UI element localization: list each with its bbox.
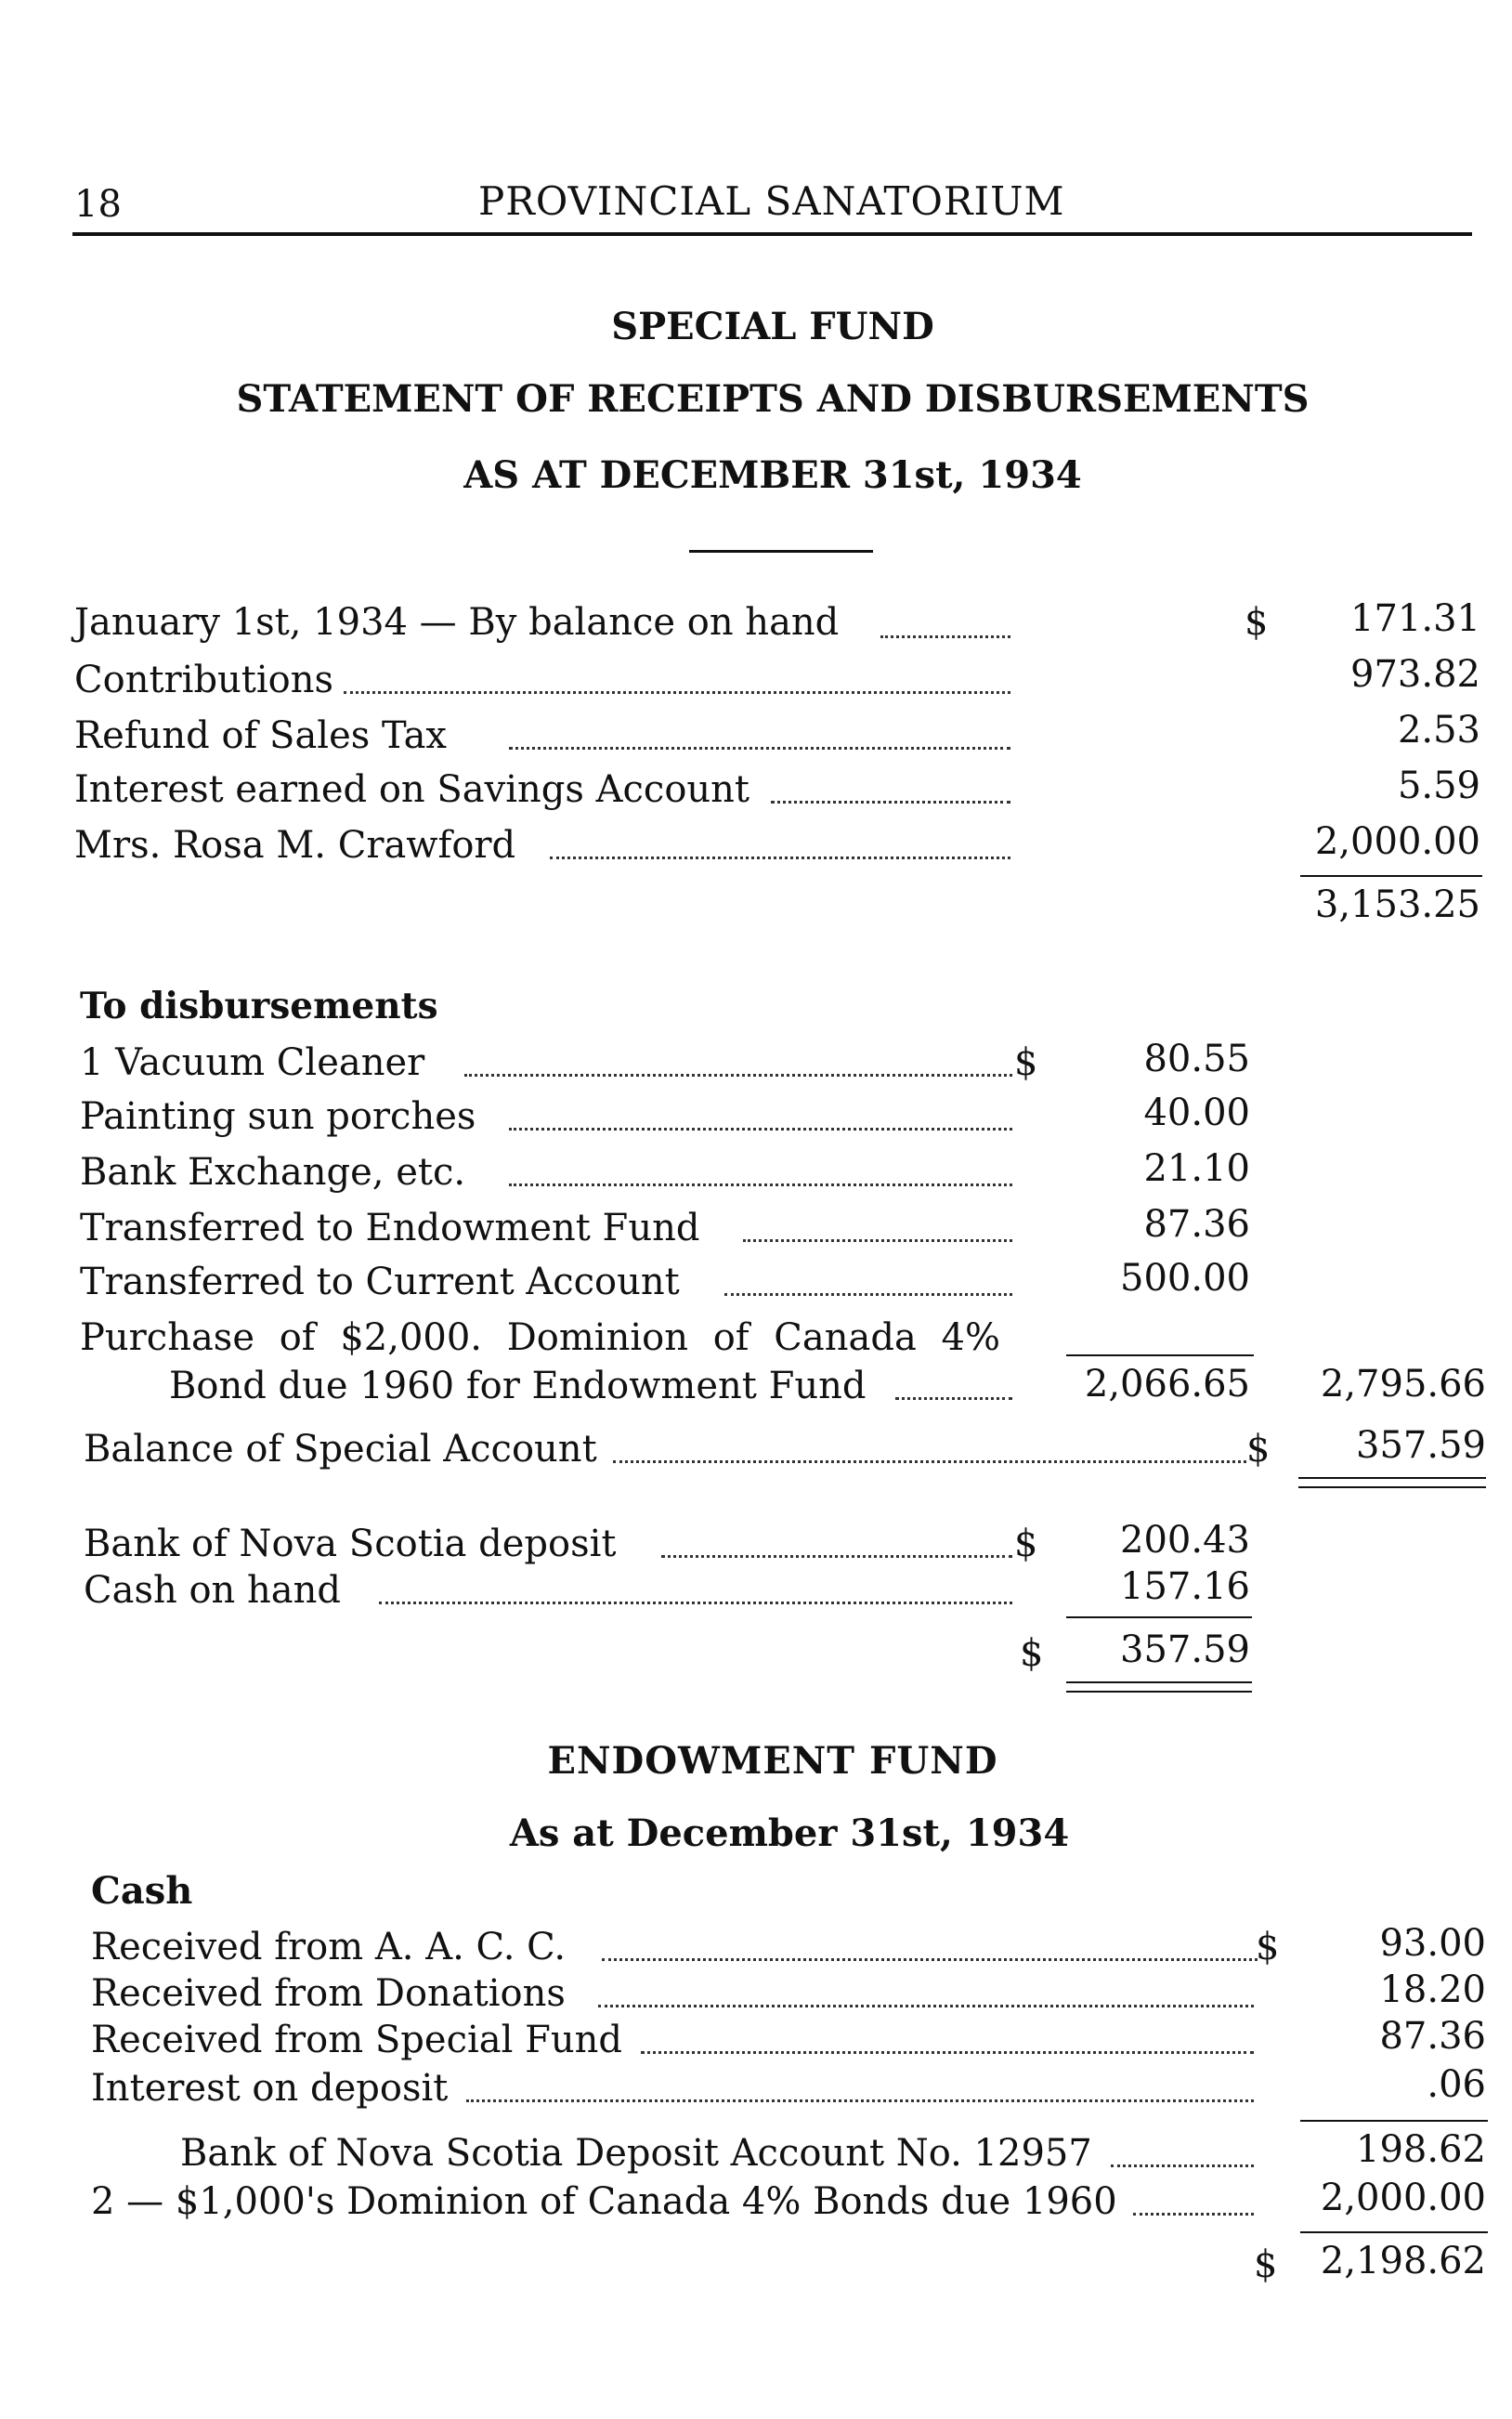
balance-label: Balance of Special Account [84,1428,597,1471]
receipt-amount: 973.82 [1350,653,1480,696]
endowment-fund-date: As at December 31st, 1934 [509,1811,1070,1855]
currency-sign: $ [1014,1041,1038,1084]
disbursement-label: Painting sun porches [80,1095,476,1138]
leader-dots [1111,2164,1254,2167]
balance-amount: 357.59 [1356,1424,1486,1467]
cash-amount: 18.20 [1379,1968,1486,2011]
leader-dots [602,1958,1258,1961]
subtotal-rule [1066,1616,1252,1618]
disbursement-amount: 40.00 [1143,1092,1250,1134]
disbursement-label: Bank Exchange, etc. [80,1151,466,1194]
currency-sign: $ [1245,601,1269,644]
cash-amount: 93.00 [1379,1922,1486,1965]
receipt-amount: 171.31 [1350,597,1480,640]
leader-dots [771,801,1010,804]
disbursement-amount: 21.10 [1143,1147,1250,1190]
holding-amount: 2,000.00 [1320,2177,1486,2219]
leader-dots [895,1397,1012,1400]
double-rule-bottom [1066,1691,1252,1693]
subtotal-rule [1300,2120,1488,2122]
currency-sign: $ [1020,1632,1044,1675]
disbursement-amount: 2,066.65 [1084,1363,1250,1406]
subtotal-rule [1300,875,1482,877]
endowment-fund-title: ENDOWMENT FUND [547,1739,998,1783]
disbursements-total: 2,795.66 [1320,1363,1486,1406]
disbursement-amount: 87.36 [1143,1203,1250,1246]
endowment-total: 2,198.62 [1320,2240,1486,2282]
header-rule [72,232,1472,236]
leader-dots [550,856,1010,859]
currency-sign: $ [1246,1428,1271,1471]
disbursement-label: Transferred to Endowment Fund [80,1207,700,1249]
double-rule-bottom [1298,1486,1486,1488]
receipt-amount: 5.59 [1397,765,1480,807]
receipt-amount: 2,000.00 [1314,820,1480,863]
disbursement-label: Transferred to Current Account [80,1261,680,1303]
subtotal-rule [1300,2231,1488,2233]
title-divider [689,550,873,553]
cash-amount: 87.36 [1379,2015,1486,2058]
leader-dots [613,1460,1246,1463]
held-amount: 157.16 [1120,1565,1250,1608]
disbursement-label: Purchase of $2,000. Dominion of Canada 4% [80,1316,1000,1359]
holding-label: Bank of Nova Scotia Deposit Account No. 12957 [180,2132,1092,2175]
disbursement-label: 1 Vacuum Cleaner [80,1041,425,1084]
holding-label: 2 — $1,000's Dominion of Canada 4% Bonds due 1960 [91,2180,1117,2223]
cash-label: Interest on deposit [91,2067,449,2110]
special-fund-title: SPECIAL FUND [611,305,934,348]
cash-heading: Cash [91,1869,193,1913]
currency-sign: $ [1254,2243,1278,2286]
subtotal-rule [1066,1354,1254,1356]
leader-dots [464,1074,1012,1077]
held-label: Bank of Nova Scotia deposit [84,1523,617,1565]
receipt-label: Interest earned on Savings Account [74,768,749,811]
disbursement-label-continued: Bond due 1960 for Endowment Fund [169,1365,867,1407]
page-number: 18 [74,183,122,226]
statement-date: AS AT DECEMBER 31st, 1934 [463,453,1082,497]
receipts-total: 3,153.25 [1314,883,1480,926]
cash-label: Received from Donations [91,1972,566,2015]
receipt-label: January 1st, 1934 — By balance on hand [74,601,840,644]
leader-dots [379,1602,1012,1604]
disbursement-amount: 500.00 [1120,1257,1250,1300]
statement-subtitle: STATEMENT OF RECEIPTS AND DISBURSEMENTS [236,377,1310,421]
leader-dots [641,2051,1254,2054]
receipt-label: Mrs. Rosa M. Crawford [74,824,516,867]
leader-dots [880,635,1010,638]
cash-label: Received from Special Fund [91,2019,623,2061]
leader-dots [1133,2213,1254,2216]
held-amount: 200.43 [1120,1519,1250,1562]
leader-dots [466,2099,1254,2102]
leader-dots [509,1183,1012,1186]
receipt-label: Contributions [74,659,334,701]
leader-dots [598,2005,1254,2007]
cash-label: Received from A. A. C. C. [91,1926,567,1968]
disbursements-heading: To disbursements [80,985,438,1027]
leader-dots [724,1293,1012,1296]
held-total: 357.59 [1120,1628,1250,1671]
holding-amount: 198.62 [1356,2128,1486,2171]
held-label: Cash on hand [84,1569,341,1612]
receipt-amount: 2.53 [1397,709,1480,752]
disbursement-amount: 80.55 [1143,1038,1250,1080]
leader-dots [743,1239,1012,1242]
leader-dots [509,1128,1012,1131]
double-rule-top [1066,1681,1252,1683]
currency-sign: $ [1014,1523,1038,1565]
leader-dots [344,691,1010,694]
running-title: PROVINCIAL SANATORIUM [478,178,1065,224]
leader-dots [661,1555,1012,1558]
currency-sign: $ [1256,1926,1280,1968]
double-rule-top [1298,1477,1486,1479]
receipt-label: Refund of Sales Tax [74,714,447,757]
leader-dots [509,747,1010,750]
cash-amount: .06 [1427,2063,1486,2106]
